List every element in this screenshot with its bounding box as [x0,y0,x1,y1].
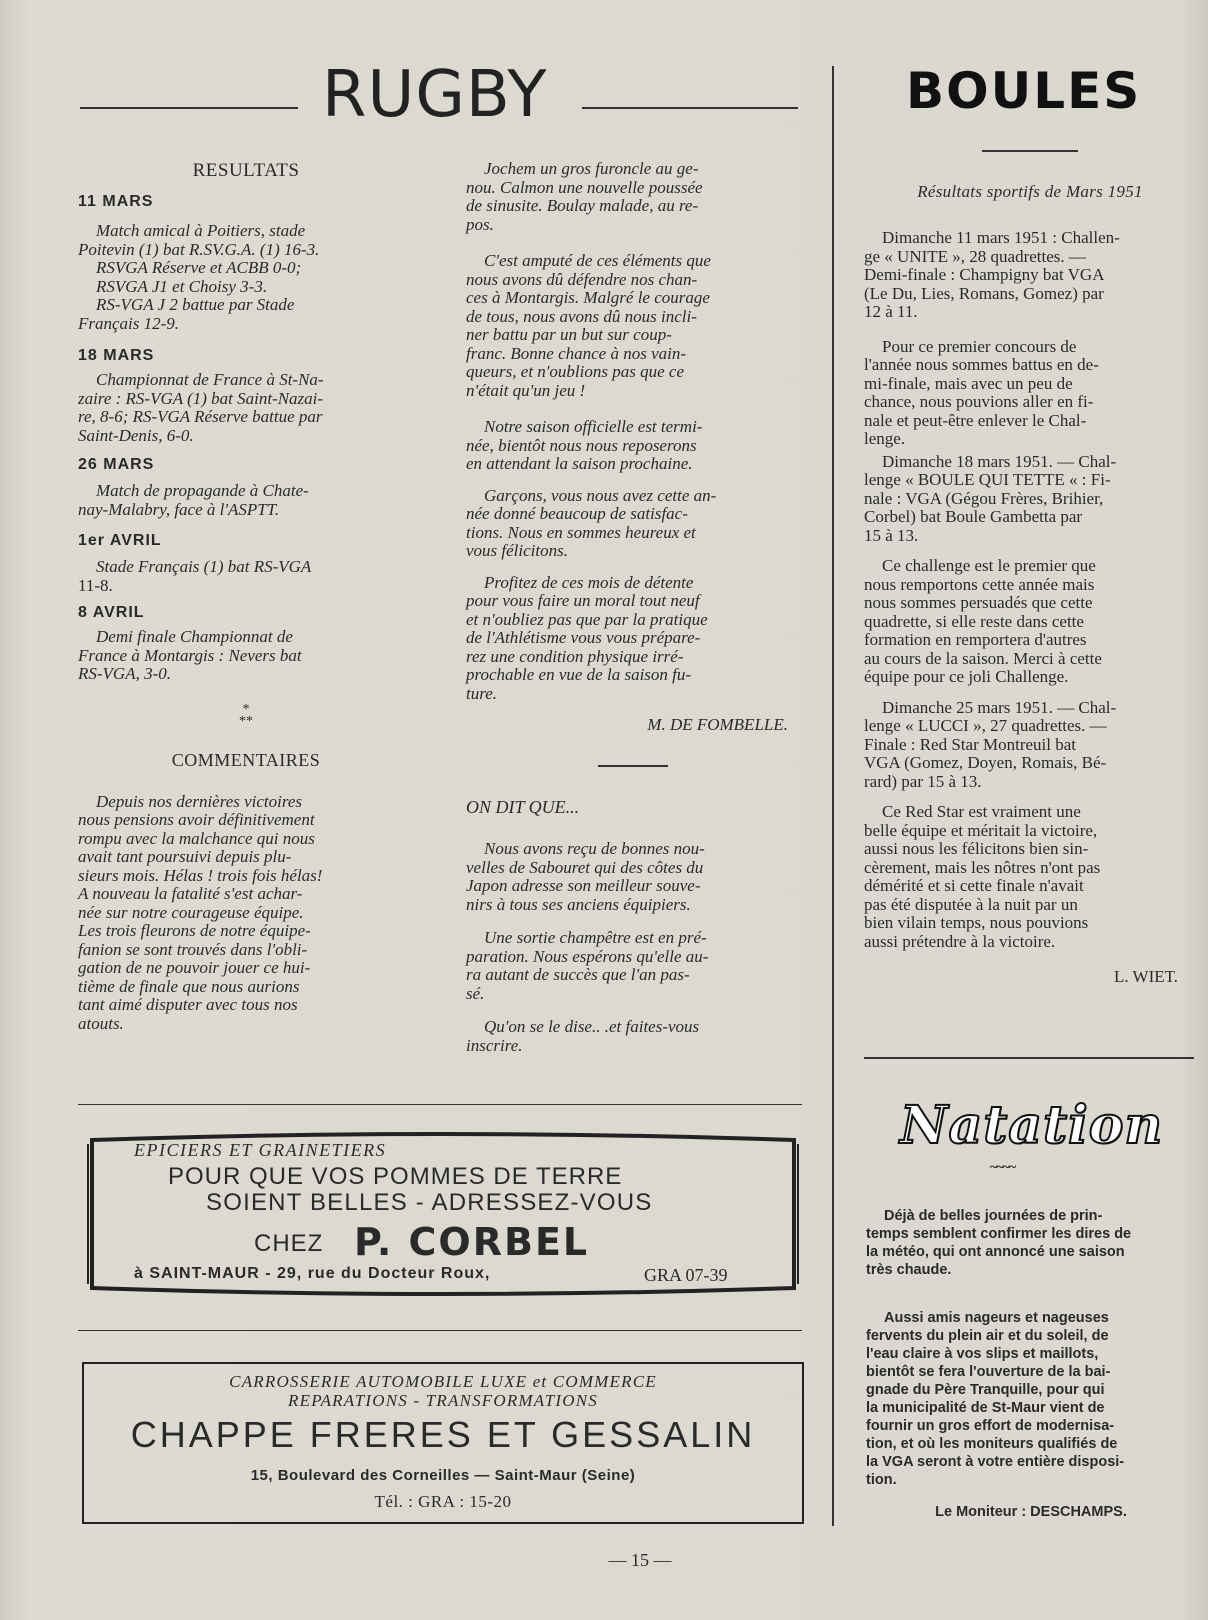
results-8-avril [78,628,414,684]
line: tion. [866,1472,897,1488]
line: VGA (Gomez, Doyen, Romais, Bé- [864,753,1107,772]
natation-column [866,1207,1196,1521]
natation-signature: Le Moniteur : DESCHAMPS. [935,1504,1127,1520]
line: RS-VGA J 2 battue par Stade [96,295,295,314]
rugby-title: RUGBY [322,58,548,132]
ondit-paragraph-2 [466,929,806,1003]
date-8-avril: 8 AVRIL [78,604,145,621]
line: atouts. [78,1013,124,1033]
c2-paragraph-3 [466,418,806,474]
line: fervents du plein air et du soleil, de [866,1328,1109,1344]
page-number: — 15 — [608,1550,672,1570]
line: Demi-finale : Champigny bat VGA [864,265,1105,284]
line: tions. Nous en sommes heureux et [466,522,696,542]
line: avait tant poursuivi depuis plu- [78,847,292,866]
line: l'année nous sommes battus en de- [864,355,1099,374]
boules-title: BOULES [906,62,1142,120]
line: équipe pour ce joli Challenge. [864,667,1069,686]
comments-text [78,793,414,1034]
line: rard) par 15 à 13. [864,771,982,791]
line: nou. Calmon une nouvelle poussée [466,177,703,197]
ad-corbel-phone: GRA 07-39 [644,1265,728,1285]
line: née, bientôt nous nous reposerons [466,435,697,455]
line: lenge « LUCCI », 27 quadrettes. — [864,716,1107,735]
line: velles de Sabouret qui des côtes du [466,857,704,877]
line: née sur notre courageuse équipe. [78,902,304,922]
line: Stade Français (1) bat RS-VGA [96,557,312,576]
line: belle équipe et méritait la victoire, [864,820,1098,840]
boules-column [864,182,1196,987]
line: Garçons, vous nous avez cette an- [484,485,717,505]
line: Corbel) bat Boule Gambetta par [864,507,1083,526]
line: 12 à 11. [864,302,918,321]
line: en attendant la saison prochaine. [466,454,693,473]
date-11-mars: 11 MARS [78,193,154,210]
line: 11-8. [78,575,113,595]
line: vous félicitons. [466,541,568,560]
line: démérité et si cette finale n'avait [864,876,1084,895]
line: tième de finale que nous aurions [78,976,300,996]
line: bientôt se fera l'ouverture de la bai- [866,1364,1111,1380]
line: rez une condition physique irré- [466,646,684,666]
line: nay-Malabry, face à l'ASPTT. [78,499,280,519]
line: de tous, nous avons dû nous incli- [466,306,697,326]
comments-heading: COMMENTAIRES [171,749,321,770]
line: la météo, qui ont annoncé une saison [866,1244,1125,1260]
rugby-title-rule-left [80,107,298,109]
boules-paragraph-4 [864,557,1196,687]
line: France à Montargis : Nevers bat [78,645,302,665]
boules-title-rule [982,150,1078,152]
c2-paragraph-5 [466,574,806,704]
ad-corbel-line2: POUR QUE VOS POMMES DE TERRE [168,1163,623,1190]
line: très chaude. [866,1262,952,1278]
rugby-comments-column-2 [466,160,806,1055]
boules-paragraph-1 [864,229,1196,322]
line: ner battu par un but sur coup- [466,325,672,344]
ad-corbel [82,1128,804,1300]
line: Pour ce premier concours de [882,336,1077,356]
line: Match amical à Poitiers, stade [96,221,306,240]
line: (Le Du, Lies, Romans, Gomez) par [864,283,1104,303]
boules-signature: L. WIET. [1113,967,1178,986]
rugby-signature: M. DE FOMBELLE. [647,715,788,734]
line: aussi prétendre à la victoire. [864,931,1056,951]
line: pour vous faire un moral tout neuf [466,591,700,610]
line: C'est amputé de ces éléments que [484,251,711,270]
line: nous avons dû défendre nos chan- [466,269,698,289]
line: de sinusite. Boulay malade, au re- [466,196,699,215]
line: pas été disputée à la nuit par un [864,894,1078,914]
ads-middle-rule [78,1330,802,1331]
line: chance, nous pouvions aller en fi- [864,392,1094,411]
line: Dimanche 18 mars 1951. — Chal- [882,451,1117,471]
line: Une sortie champêtre est en pré- [484,928,707,947]
results-11-mars [78,222,414,333]
results-heading: RESULTATS [192,160,300,181]
line: ge « UNITE », 28 quadrettes. — [864,246,1086,266]
natation-flourish: ~~~~ [990,1160,1016,1175]
line: ces à Montargis. Malgré le courage [466,288,710,307]
boules-paragraph-3 [864,453,1196,546]
ad-corbel-name: P. CORBEL [354,1220,590,1264]
line: prochable en vue de la saison fu- [466,665,692,684]
line: lenge. [864,429,906,448]
line: fanion se sont trouvés dans l'obli- [78,939,308,959]
line: Profitez de ces mois de détente [484,572,694,592]
boules-paragraph-2 [864,338,1196,449]
line: nous pensions avoir définitivement [78,810,315,829]
line: née donné beaucoup de satisfac- [466,504,688,523]
line: 15 à 13. [864,525,919,545]
ad-chappe-name: CHAPPE FRERES ET GESSALIN [130,1414,756,1455]
ads-top-rule [78,1104,802,1105]
ad-corbel-line1: EPICIERS ET GRAINETIERS [134,1140,387,1160]
line: Championnat de France à St-Na- [96,370,324,389]
line: au cours de la saison. Merci à cette [864,648,1102,668]
date-18-mars: 18 MARS [78,347,155,364]
line: nous sommes persuadés que cette [864,593,1093,612]
line: l'eau claire à vos slips et maillots, [866,1346,1099,1362]
ad-chappe-line2: REPARATIONS - TRANSFORMATIONS [288,1391,598,1410]
line: temps semblent confirmer les dires de [866,1226,1132,1242]
line: Ce Red Star est vraiment une [882,802,1081,821]
line: fournir un gros effort de modernisa- [866,1418,1115,1434]
line: quadrette, si elle reste dans cette [864,611,1084,631]
line: pos. [466,214,494,234]
line: tant aimé disputer avec tous nos [78,995,298,1014]
line: rompu avec la malchance qui nous [78,828,315,848]
line: re, 8-6; RS-VGA Réserve battue par [78,407,323,426]
line: Déjà de belles journées de prin- [884,1208,1103,1224]
line: Japon adresse son meilleur souve- [466,876,701,895]
natation-title: Natation [900,1095,1164,1156]
line: tion, et où les moniteurs qualifiés de [866,1436,1118,1452]
boules-bottom-rule [864,1057,1194,1059]
rugby-title-rule-right [582,107,798,109]
ad-chappe-address: 15, Boulevard des Corneilles — Saint-Maur (Seine) [250,1467,636,1484]
line: ture. [466,683,498,703]
line: RSVGA Réserve et ACBB 0-0; [96,258,302,277]
c2-paragraph-2 [466,252,806,400]
ad-chappe-line1: CARROSSERIE AUTOMOBILE LUXE et COMMERCE [229,1372,657,1391]
line: Dimanche 11 mars 1951 : Challen- [882,228,1120,247]
line: cèrement, mais les nôtres n'ont pas [864,857,1101,877]
boules-paragraph-6 [864,803,1196,951]
boules-subtitle: Résultats sportifs de Mars 1951 [917,182,1143,201]
line: Jochem un gros furoncle au ge- [484,159,699,178]
line: nale : VGA (Gégou Frères, Brihier, [864,488,1104,508]
line: nirs à tous ses anciens équipiers. [466,894,691,914]
line: Finale : Red Star Montreuil bat [864,734,1076,754]
line: nale et peut-être enlever le Chal- [864,410,1087,430]
line: aussi nous les félicitons bien sin- [864,839,1089,858]
line: Poitevin (1) bat R.SV.G.A. (1) 16-3. [78,239,320,259]
line: Saint-Denis, 6-0. [78,425,194,445]
line: sieurs mois. Hélas ! trois fois hélas! [78,865,323,885]
line: formation en remportera d'autres [864,630,1087,649]
line: Depuis nos dernières victoires [96,791,303,811]
line: gation de ne pouvoir jouer ce hui- [78,958,311,977]
results-18-mars [78,371,414,445]
line: franc. Bonne chance à nos vain- [466,343,686,363]
short-rule [598,765,668,767]
ondit-paragraph-3 [466,1018,806,1055]
line: Français 12-9. [78,313,180,333]
results-26-mars [78,482,414,519]
line: lenge « BOULE QUI TETTE « : Fi- [864,470,1111,489]
line: bien vilain temps, nous pouvions [864,913,1089,932]
line: paration. Nous espérons qu'elle au- [466,946,709,966]
date-1er-avril: 1er AVRIL [78,532,162,549]
line: mi-finale, mais avec un peu de [864,373,1073,393]
ad-chappe-phone: Tél. : GRA : 15-20 [374,1492,512,1511]
line: Qu'on se le dise.. .et faites-vous [484,1017,700,1036]
line: inscrire. [466,1035,523,1055]
line: Nous avons reçu de bonnes nou- [484,839,705,858]
c2-paragraph-1 [466,160,806,234]
line: RSVGA J1 et Choisy 3-3. [96,276,268,296]
ad-corbel-chez: CHEZ [254,1230,324,1257]
ondit-paragraph-1 [466,840,806,914]
line: Notre saison officielle est termi- [484,417,703,436]
line: la VGA seront à votre entière disposi- [866,1454,1125,1470]
line: Aussi amis nageurs et nageuses [884,1310,1109,1326]
date-26-mars: 26 MARS [78,456,155,473]
line: la municipalité de St-Maur vient de [866,1400,1105,1416]
line: zaire : RS-VGA (1) bat Saint-Nazai- [78,388,324,408]
line: nous remportons cette année mais [864,574,1095,594]
line: ra autant de succès que l'an pas- [466,965,690,984]
ad-corbel-address: à SAINT-MAUR - 29, rue du Docteur Roux, [134,1265,491,1282]
line: queurs, et n'oublions pas que ce [466,362,684,381]
ad-corbel-line3: SOIENT BELLES - ADRESSEZ-VOUS [206,1189,653,1216]
line: de l'Athlétisme vous vous prépare- [466,628,701,647]
ad-chappe [82,1362,804,1524]
line: Demi finale Championnat de [96,627,293,646]
c2-paragraph-4 [466,487,806,561]
column-separator [832,66,834,1526]
rugby-results-column [78,160,414,1033]
natation-paragraph-1 [866,1207,1196,1279]
natation-paragraph-2 [866,1309,1196,1489]
line: gnade du Père Tranquille, pour qui [866,1382,1105,1398]
stars-separator: * ** [239,701,253,729]
line: et n'oubliez pas que par la pratique [466,609,708,629]
ondit-heading: ON DIT QUE... [466,797,580,817]
line: RS-VGA, 3-0. [78,664,172,683]
line: n'était qu'un jeu ! [466,380,586,400]
line: A nouveau la fatalité s'est achar- [78,884,303,903]
line: Les trois fleurons de notre équipe- [78,921,311,940]
line: Ce challenge est le premier que [882,556,1096,575]
boules-paragraph-5 [864,699,1196,792]
line: Match de propagande à Chate- [96,481,309,500]
line: Dimanche 25 mars 1951. — Chal- [882,697,1117,717]
results-1er-avril [78,558,414,595]
line: sé. [466,983,485,1003]
